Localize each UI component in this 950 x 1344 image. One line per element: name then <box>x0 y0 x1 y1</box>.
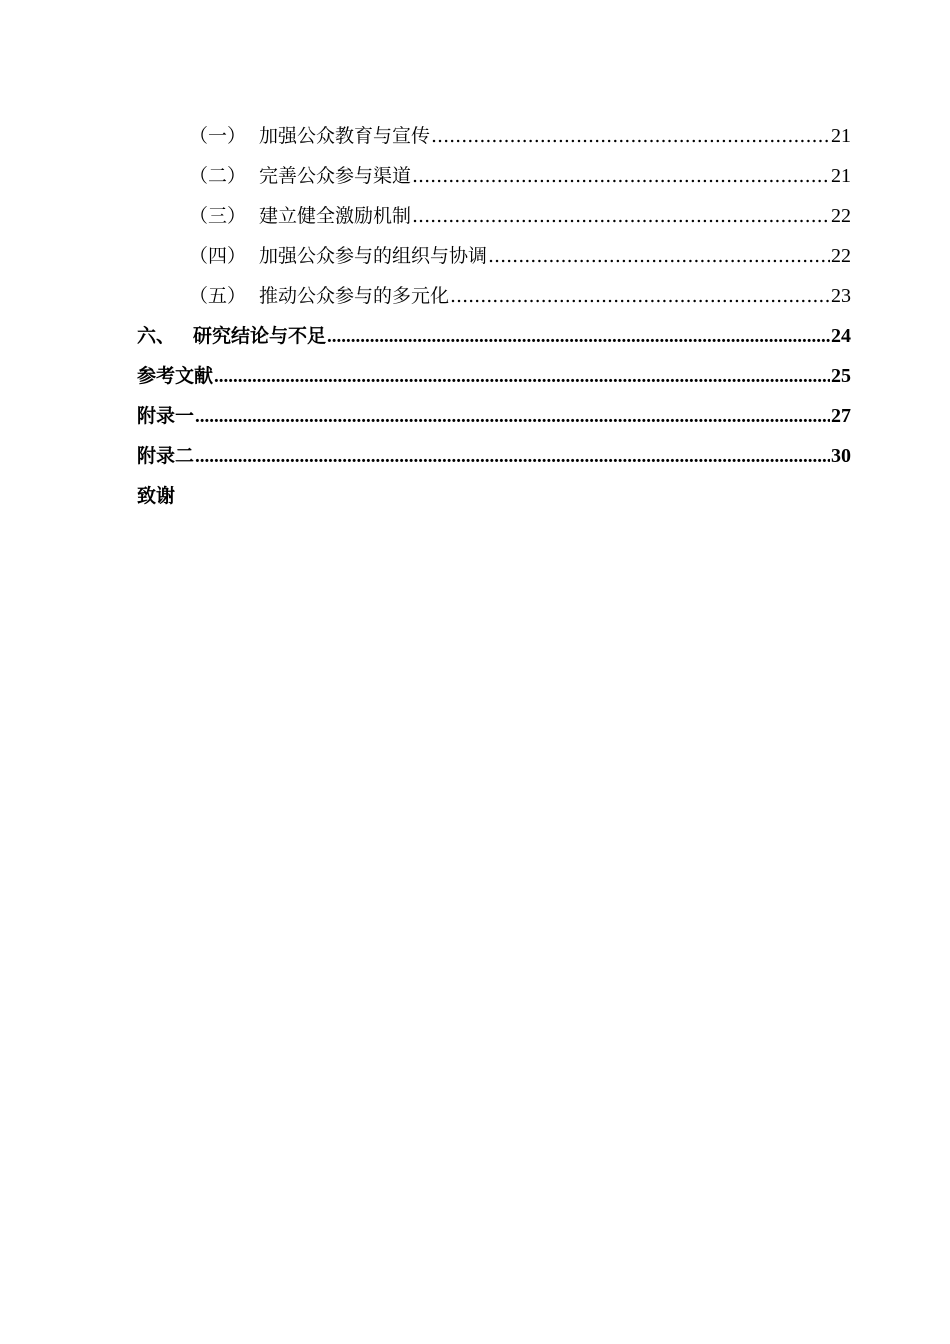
toc-entry-title: 参考文献 <box>137 365 214 387</box>
toc-entry-number: （五） <box>189 285 247 307</box>
toc-entry-title: 建立健全激励机制 <box>259 205 412 227</box>
toc-dot-leader <box>195 436 830 477</box>
toc-entry-title: 致谢 <box>137 485 176 507</box>
toc-dot-leader <box>412 156 830 196</box>
toc-dot-leader <box>431 116 830 156</box>
toc-entry[interactable] <box>137 276 851 316</box>
toc-entry-number: （三） <box>189 205 247 227</box>
toc-entry[interactable] <box>137 196 851 236</box>
toc-entry-page: 27 <box>831 405 851 427</box>
toc-entry[interactable] <box>137 476 851 516</box>
toc-entry-title: 推动公众参与的多元化 <box>259 285 450 307</box>
toc-dot-leader <box>450 276 830 316</box>
toc-entry[interactable] <box>137 116 851 156</box>
toc-entry-page: 24 <box>831 325 851 347</box>
toc-entry-title: 附录二 <box>137 445 195 467</box>
toc-entry-page: 21 <box>831 125 851 147</box>
table-of-contents <box>137 116 851 516</box>
toc-entry-title: 研究结论与不足 <box>193 325 327 347</box>
toc-entry-page: 21 <box>831 165 851 187</box>
toc-entry[interactable] <box>137 236 851 276</box>
toc-entry-page: 30 <box>831 445 851 467</box>
toc-entry-number: 六、 <box>137 325 176 347</box>
toc-entry[interactable] <box>137 316 851 356</box>
toc-entry-page: 22 <box>831 205 851 227</box>
toc-entry-page: 22 <box>831 245 851 267</box>
toc-entry-page: 25 <box>831 365 851 387</box>
toc-entry-title: 加强公众参与的组织与协调 <box>259 245 488 267</box>
toc-entry[interactable] <box>137 436 851 476</box>
toc-entry-page: 23 <box>831 285 851 307</box>
toc-dot-leader <box>412 196 830 236</box>
toc-entry[interactable] <box>137 356 851 396</box>
toc-entry-number: （二） <box>189 165 247 187</box>
toc-entry-title: 附录一 <box>137 405 195 427</box>
toc-dot-leader <box>195 396 830 437</box>
toc-dot-leader <box>327 316 830 357</box>
toc-entry[interactable] <box>137 156 851 196</box>
toc-dot-leader <box>214 356 830 397</box>
toc-entry-title: 完善公众参与渠道 <box>259 165 412 187</box>
toc-entry-title: 加强公众教育与宣传 <box>259 125 431 147</box>
toc-entry-number: （四） <box>189 245 247 267</box>
toc-entry-number: （一） <box>189 125 247 147</box>
toc-entry[interactable] <box>137 396 851 436</box>
toc-dot-leader <box>488 236 830 276</box>
